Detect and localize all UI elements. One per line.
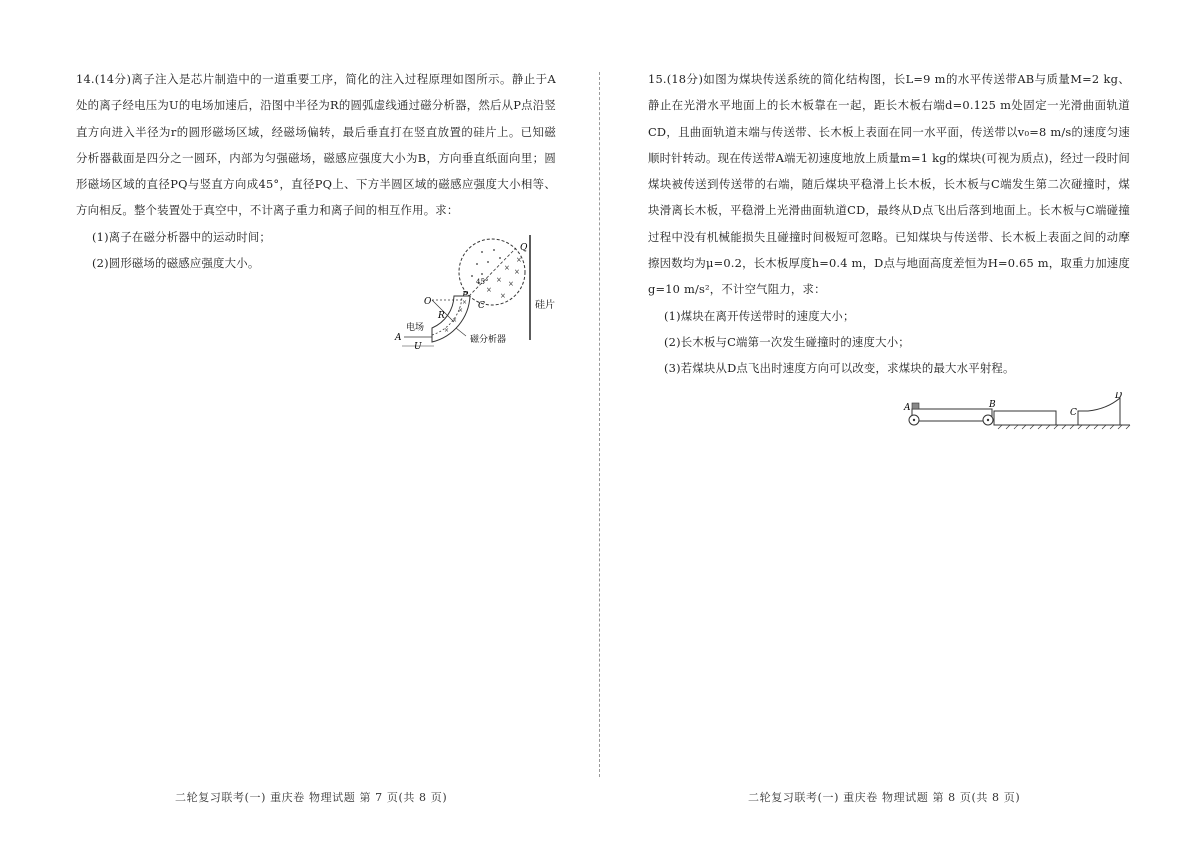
long-board <box>994 411 1056 425</box>
right-page <box>602 0 1200 849</box>
svg-text:×: × <box>514 268 520 276</box>
label-r: R <box>438 311 445 321</box>
left-page <box>0 0 598 849</box>
svg-text:×: × <box>508 280 514 288</box>
analyzer-pointer <box>456 328 466 336</box>
diameter-pq <box>469 248 516 296</box>
label-wafer: 硅片 <box>535 300 555 311</box>
q15-sub1: (1)煤块在离开传送带时的速度大小； <box>664 308 855 323</box>
svg-text:×: × <box>500 292 506 300</box>
curved-track <box>1078 398 1120 425</box>
label-a: A <box>395 333 402 343</box>
label-angle: 45° <box>476 278 489 286</box>
label-efield: 电场 <box>406 323 425 333</box>
svg-text:×: × <box>496 276 502 284</box>
q15-number: 15.(18分) <box>648 72 704 86</box>
q15-sub3: (3)若煤块从D点飞出时速度方向可以改变，求煤块的最大水平射程。 <box>664 361 1015 376</box>
field-crosses <box>486 256 522 300</box>
roller-a-center <box>913 419 915 421</box>
svg-text:×: × <box>458 307 464 314</box>
field-dots <box>471 249 501 277</box>
label-a: A <box>904 403 911 413</box>
q14-number: 14.(14分) <box>76 72 132 86</box>
conveyor-belt <box>912 409 992 421</box>
q15-stem: 如图为煤块传送系统的简化结构图，长L=9 m的水平传送带AB与质量M=2 kg、静止在光滑水平地面上的长木板靠在一起，距长木板右端d=0.125 m处固定一光滑曲面轨道CD，且曲面轨道末端与传送带、长木板上表面在同一水平面，传送带以v₀=8 m/s的速度匀速顺时针转动。现在传送带A端无初速度地放上质量m=1 kg的煤块(可视为质点)，经过一段时间煤块被传送到传送带的右端，随后煤块平稳滑上长木板，长木板与C端发生第二次碰撞时，煤块滑离长木板，平稳滑上光滑曲面轨道CD，最终从D点飞出后落到地面上。长木板与C端碰撞过程中没有机械能损失且碰撞时间极短可忽略。已知煤块与传送带、长木板上表面之间的动摩擦因数均为μ=0.2，长木板厚度h=0.4 m，D点与地面高度差恒为H=0.65 m，取重力加速度g=10 m/s²，不计空气阻力，求： <box>648 72 1130 297</box>
label-c: C <box>478 301 485 311</box>
svg-text:×: × <box>504 264 510 272</box>
page-divider <box>599 72 600 777</box>
roller-b-center <box>987 419 989 421</box>
label-u: U <box>414 342 422 350</box>
svg-text:×: × <box>462 299 468 306</box>
q15-sub2: (2)长木板与C端第一次发生碰撞时的速度大小； <box>664 334 910 349</box>
left-footer: 二轮复习联考(一) 重庆卷 物理试题 第 7 页(共 8 页) <box>175 791 448 804</box>
label-b: B <box>989 400 996 410</box>
coal-block <box>912 403 919 409</box>
q14-stem: 离子注入是芯片制造中的一道重要工序，简化的注入过程原理如图所示。静止于A处的离子经电压为U的电场加速后，沿图中半径为R的圆弧虚线通过磁分析器，然后从P点沿竖直方向进入半径为r的圆形磁场区域，经磁场偏转，最后垂直打在竖直放置的硅片上。已知磁分析器截面是四分之一圆环，内部为匀强磁场，磁感应强度大小为B，方向垂直纸面向里；圆形磁场区域的直径PQ与竖直方向成45°，直径PQ上、下方半圆区域的磁感应强度大小相等、方向相反。整个装置处于真空中，不计离子重力和离子间的相互作用。求： <box>76 72 556 218</box>
label-analyzer: 磁分析器 <box>470 335 507 345</box>
q14-sub1: (1)离子在磁分析器中的运动时间； <box>92 229 272 244</box>
ground-hatch <box>998 425 1130 429</box>
q14-figure <box>392 230 572 350</box>
label-c: C <box>1070 408 1077 418</box>
svg-text:×: × <box>486 286 492 294</box>
label-o: O <box>424 297 432 307</box>
label-q: Q <box>520 243 528 253</box>
q14-sub2: (2)圆形磁场的磁感应强度大小。 <box>92 256 260 271</box>
svg-text:×: × <box>516 256 522 264</box>
svg-text:×: × <box>452 317 458 324</box>
svg-text:×: × <box>444 327 450 334</box>
label-d: D <box>1115 392 1123 401</box>
right-footer: 二轮复习联考(一) 重庆卷 物理试题 第 8 页(共 8 页) <box>748 791 1021 804</box>
question-15 <box>648 66 1130 382</box>
q15-figure <box>902 392 1132 432</box>
